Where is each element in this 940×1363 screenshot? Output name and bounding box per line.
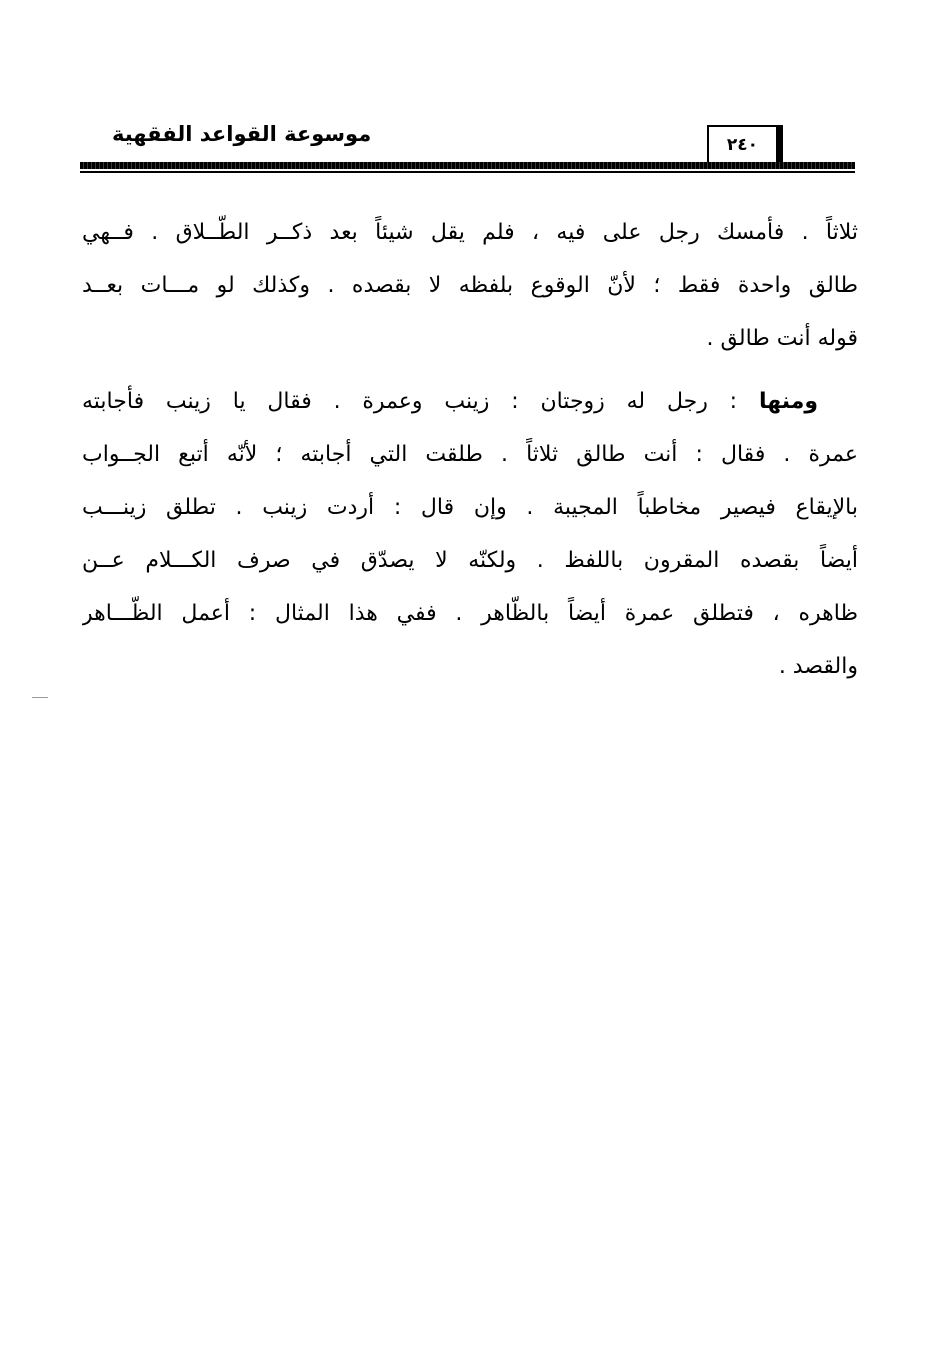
text-line: ظاهره ، فتطلق عمرة أيضاً بالظّاهر . ففي هذا المثال : أعمل الظّـــاهر <box>82 601 858 626</box>
text-line: بالإيقاع فيصير مخاطباً المجيبة . وإن قال : أردت زينب . تطلق زينـــب <box>82 495 858 520</box>
lead-word: ومنها <box>758 389 818 414</box>
paragraph-2 <box>82 375 858 693</box>
page-number: ٢٤٠ <box>707 125 783 163</box>
margin-mark <box>32 697 48 698</box>
text-line: والقصد . <box>778 654 858 679</box>
text-line: طالق واحدة فقط ؛ لأنّ الوقوع بلفظه لا بقصده . وكذلك لو مـــات بعــد <box>82 273 858 298</box>
text-line: أيضاً بقصده المقرون باللفظ . ولكنّه لا يصدّق في صرف الكـــلام عــن <box>82 548 858 573</box>
text-line: ثلاثاً . فأمسك رجل على فيه ، فلم يقل شيئاً بعد ذكــر الطّــلاق . فــهي <box>82 220 858 245</box>
header-rule-thick <box>80 162 855 169</box>
page-header <box>80 118 855 174</box>
first-line-rest: : رجل له زوجتان : زينب وعمرة . فقال يا زينب فأجابته <box>82 389 759 414</box>
main-text <box>82 206 858 703</box>
text-line-first <box>82 375 858 428</box>
header-rule-thin <box>80 171 855 173</box>
running-head-title: موسوعة القواعد الفقهية <box>112 122 372 146</box>
paragraph-1 <box>82 206 858 365</box>
text-line: عمرة . فقال : أنت طالق ثلاثاً . طلقت التي أجابته ؛ لأنّه أتبع الجــواب <box>82 442 858 467</box>
text-line: قوله أنت طالق . <box>706 326 858 351</box>
